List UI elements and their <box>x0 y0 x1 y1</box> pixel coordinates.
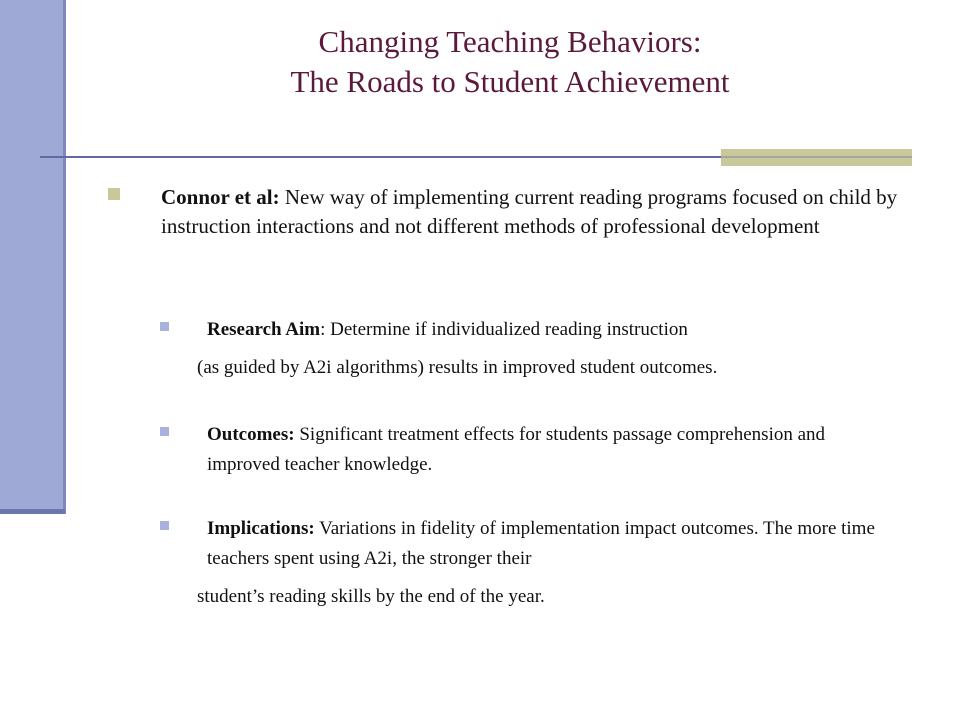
title-line-2: The Roads to Student Achievement <box>290 64 730 99</box>
main-bullet-lead: Connor et al: <box>161 185 280 209</box>
slide-title <box>120 22 900 102</box>
sub-bullet-lead: Implications: <box>207 518 315 539</box>
main-bullet-body: New way of implementing current reading programs focused on child by instruction interactions and not different methods of professional development <box>161 185 898 238</box>
sub-bullet-line-1: Variations in fidelity of implementation impact outcomes. The more time teachers spent using A2i, the stronger their <box>207 518 875 569</box>
left-bar-shadow <box>0 509 65 514</box>
divider-accent-line <box>721 156 912 158</box>
left-decorative-bar <box>0 0 63 511</box>
square-bullet-icon <box>160 427 169 436</box>
sub-bullet-line-2: student’s reading skills by the end of the year. <box>197 586 545 607</box>
square-bullet-icon <box>160 322 169 331</box>
sub-bullet-lead: Research Aim <box>207 319 321 340</box>
sub-bullet-lead: Outcomes: <box>207 424 295 445</box>
sub-bullet-text <box>197 315 897 383</box>
sub-bullet-text <box>207 420 897 480</box>
main-bullet-text <box>161 183 921 241</box>
square-bullet-icon <box>108 188 120 200</box>
sub-bullet-line-2: (as guided by A2i algorithms) results in improved student outcomes. <box>197 357 718 378</box>
title-line-1: Changing Teaching Behaviors: <box>318 24 702 59</box>
left-bar-edge <box>63 0 66 514</box>
sub-bullet-body: Significant treatment effects for students passage comprehension and improved teacher knowledge. <box>207 424 826 475</box>
sub-bullet-text <box>197 514 897 612</box>
sub-bullet-line-1: : Determine if individualized reading instruction <box>320 319 688 340</box>
square-bullet-icon <box>160 521 169 530</box>
